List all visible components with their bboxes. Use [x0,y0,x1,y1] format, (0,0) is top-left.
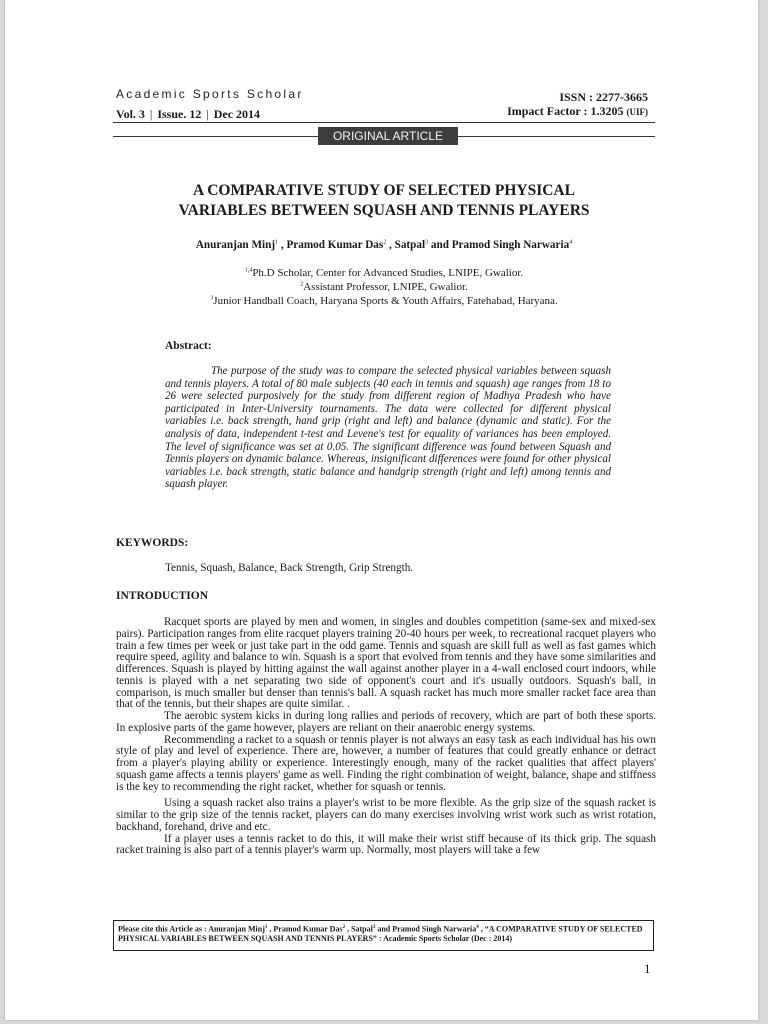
separator: | [206,107,209,121]
author-joiner: , [386,239,395,251]
issn: ISSN : 2277-3665 [559,90,648,104]
introduction-heading: INTRODUCTION [116,590,209,602]
citation-text: , Satpal [345,924,373,934]
affiliation-text: Assistant Professor, LNIPE, Gwalior. [303,281,468,293]
paper-page [5,0,758,1020]
author-sup: 4 [569,239,573,246]
citation-sup: 2 [342,925,346,930]
affiliation-sup: 1,4 [244,267,253,274]
citation-text: Please cite this Article as : Anuranjan Minj [118,924,265,934]
author-list [113,239,655,251]
paper-title [113,181,655,221]
citation-box [113,920,654,951]
paragraph: Racquet sports are played by men and women, in singles and doubles competition (same-sex and mixed-sex pairs). Participation ranges from elite racquet players training 20-40 hours per week, to recreational racquet players who train a few times per week or just take part in the odd game. Tennis and squash are skill full as well as fast games which require speed, agility and balance to win. Squash is a sport that evolved from tennis and they have some similarities and differences. Squash is played by hitting against the wall against another player in a 4-wall enclosed court indoors, while tennis is played with a net separating two side of opponent's court and it's usually outdoors. Squash's ball, in comparison, is much smaller but denser than tennis's ball. A squash racket has much more smaller racket face area than that of the tennis, but their shapes are quite similar. . [116,616,656,711]
author-joiner: , [278,239,287,251]
keywords-heading: KEYWORDS: [116,537,189,549]
citation-sup: 4 [476,925,479,930]
impact-factor-tag: (UIF) [626,107,648,117]
abstract-heading: Abstract: [165,340,212,352]
issue: Issue. 12 [157,107,202,121]
citation-sup: 3 [372,925,376,930]
title-line: A COMPARATIVE STUDY OF SELECTED PHYSICAL [193,182,575,199]
affiliation-sup: 3 [210,295,214,302]
affiliation [113,267,655,279]
paragraph: Using a squash racket also trains a player's wrist to be more flexible. As the grip size of the squash racket is similar to the grip size of the tennis racket, players can do many exercises involving wrist work such as wrist rotation, backhand, forehand, drive and etc. [116,797,656,833]
affiliation [113,281,655,293]
abstract-text: The purpose of the study was to compare the selected physical variables between squash and tennis players. A total of 80 male subjects (40 each in tennis and squash) age ranges from 18 to 26 were selected purposively for the study from different region of Madhya Pradesh who have participated in Inter-University tournaments. The data were collected for different physical variables i.e. back strength, hand grip (right and left) and balance (dynamic and static). For the analysis of data, independent t-test and Levene's test for equality of variances has been employed. The level of significance was set at 0.05. The significant difference was found between Squash and Tennis players on dynamic balance. Whereas, insignificant differences were found for other physical variables i.e. back strength, static balance and handgrip strength (right and left) among tennis and squash player. [165,365,611,491]
header-rule [113,122,655,123]
affiliation-text: Ph.D Scholar, Center for Advanced Studies, LNIPE, Gwalior. [252,267,524,279]
author-joiner: and [428,239,452,251]
volume: Vol. 3 [116,107,145,121]
author-name: Satpal [394,239,426,251]
author-sup: 3 [425,239,429,246]
introduction-body [116,617,656,857]
citation-text: , “A COMPARATIVE STUDY OF SELECTED PHYSICAL VARIABLES BETWEEN SQUASH AND TENNIS PLAYERS” : Academic Sports Scholar (Dec : 2014) [118,924,643,943]
affiliation-text: Junior Handball Coach, Haryana Sports & Youth Affairs, Fatehabad, Haryana. [213,295,558,307]
journal-name: Academic Sports Scholar [116,87,304,101]
impact-factor-line [507,104,648,119]
title-line: VARIABLES BETWEEN SQUASH AND TENNIS PLAYERS [178,202,590,219]
citation-sup: 1 [264,925,268,930]
author-name: Anuranjan Minj [195,239,276,251]
citation-text: , Pramod Kumar Das [267,924,343,934]
affiliation [113,295,655,307]
article-type-badge: ORIGINAL ARTICLE [318,127,458,145]
impact-factor: Impact Factor : 1.3205 [507,104,624,118]
paragraph: The aerobic system kicks in during long rallies and periods of recovery, which are part of both these sports. In explosive parts of the game however, players are reliant on their anaerobic energy systems. [116,710,656,734]
paragraph: Recommending a racket to a squash or tennis player is not always an easy task as each individual has his own style of play and level of experience. There are, however, a number of features that could greatly enhance or detract from a player's playing ability or experience. Interestingly enough, many of the racket qualities that affect players' squash game affects a tennis players' game as well. Finding the right combination of weight, balance, shape and stiffness is the key to recommending the right racket, whether for squash or tennis. [116,733,657,793]
affiliation-sup: 2 [300,281,304,288]
author-name: Pramod Singh Narwaria [451,239,570,251]
keywords-text: Tennis, Squash, Balance, Back Strength, Grip Strength. [165,562,414,574]
paragraph: If a player uses a tennis racket to do this, it will make their wrist stiff because of its thick grip. The squash racket training is also part of a tennis player's warm up. Normally, most players will take a few [116,832,656,857]
author-name: Pramod Kumar Das [286,239,384,251]
issue-date: Dec 2014 [213,107,261,121]
author-sup: 1 [275,239,279,246]
author-sup: 2 [383,239,387,246]
volume-issue-line [116,107,260,122]
separator: | [149,107,153,121]
citation-text: and Pramod Singh Narwaria [375,924,477,934]
page-number: 1 [644,961,651,976]
